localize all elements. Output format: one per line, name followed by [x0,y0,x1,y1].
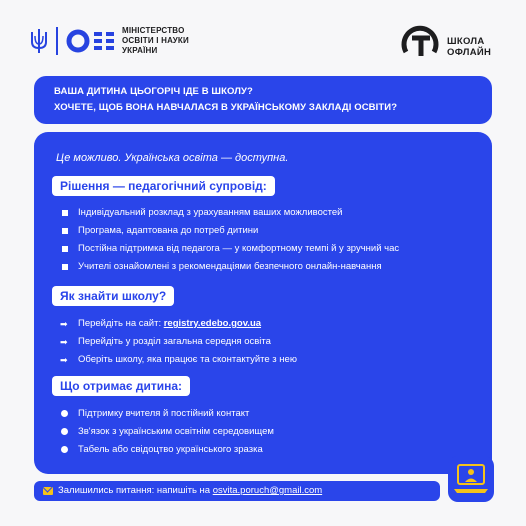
dot-bullet-icon [60,424,72,440]
contact-bar [34,481,440,501]
arrow-right-icon: ➡ [60,319,68,329]
ministry-logo [66,28,116,54]
find-school-list [60,316,297,370]
square-bullet-icon [60,241,72,257]
list-item: Програма, адаптована до потреб дитини [60,223,399,241]
registry-link[interactable]: registry.edebo.gov.ua [163,318,262,329]
dot-bullet-icon [60,442,72,458]
ministry-name: МІНІСТЕРСТВО ОСВІТИ І НАУКИ УКРАЇНИ [122,26,189,55]
banner-line-2: ХОЧЕТЕ, ЩОБ ВОНА НАВЧАЛАСЯ В УКРАЇНСЬКОМУ ЗАКЛАДІ ОСВІТИ? [54,102,398,113]
header [0,0,526,78]
section-title-find-school: Як знайти школу? [52,286,174,306]
trident-icon [30,28,48,54]
list-item: ➡ Оберіть школу, яка працює та сконтактуйте з нею [60,352,297,370]
laptop-teacher-icon [448,456,494,502]
list-item: Підтримку вчителя й постійний контакт [60,406,274,424]
intro-text: Це можливо. Українська освіта — доступна. [56,152,289,164]
school-offline-logo [400,22,440,62]
list-item: ➡ Перейдіть на сайт: registry.edebo.gov.ua [60,316,297,334]
info-card [34,132,492,474]
list-item: Табель або свідоцтво українського зразка [60,442,274,460]
header-divider [56,27,58,55]
question-banner [34,76,492,124]
square-bullet-icon [60,223,72,239]
section-title-solution: Рішення — педагогічний супровід: [52,176,275,196]
arrow-right-icon: ➡ [60,337,68,347]
contact-email-link[interactable]: osvita.poruch@gmail.com [212,485,323,496]
list-item: Учителі ознайомлені з рекомендаціями безпечного онлайн-навчання [60,259,399,277]
laptop-icon-box [448,456,494,502]
square-bullet-icon [60,259,72,275]
arrow-right-icon: ➡ [60,355,68,365]
list-item: Постійна підтримка від педагога — у комфортному темпі й у зручний час [60,241,399,259]
school-offline-name: ШКОЛА ОФЛАЙН [447,36,492,58]
contact-text: Залишились питання: напишіть на [58,485,213,496]
section-title-benefits: Що отримає дитина: [52,376,190,396]
list-item: Індивідуальний розклад з урахуванням ваших можливостей [60,205,399,223]
list-item: Зв'язок з українським освітнім середовищем [60,424,274,442]
square-bullet-icon [60,205,72,221]
envelope-icon [43,487,53,495]
solution-list [60,205,399,277]
benefits-list [60,406,274,460]
dot-bullet-icon [60,406,72,422]
list-item: ➡ Перейдіть у розділ загальна середня освіта [60,334,297,352]
banner-line-1: ВАША ДИТИНА ЦЬОГОРІЧ ІДЕ В ШКОЛУ? [54,86,253,97]
